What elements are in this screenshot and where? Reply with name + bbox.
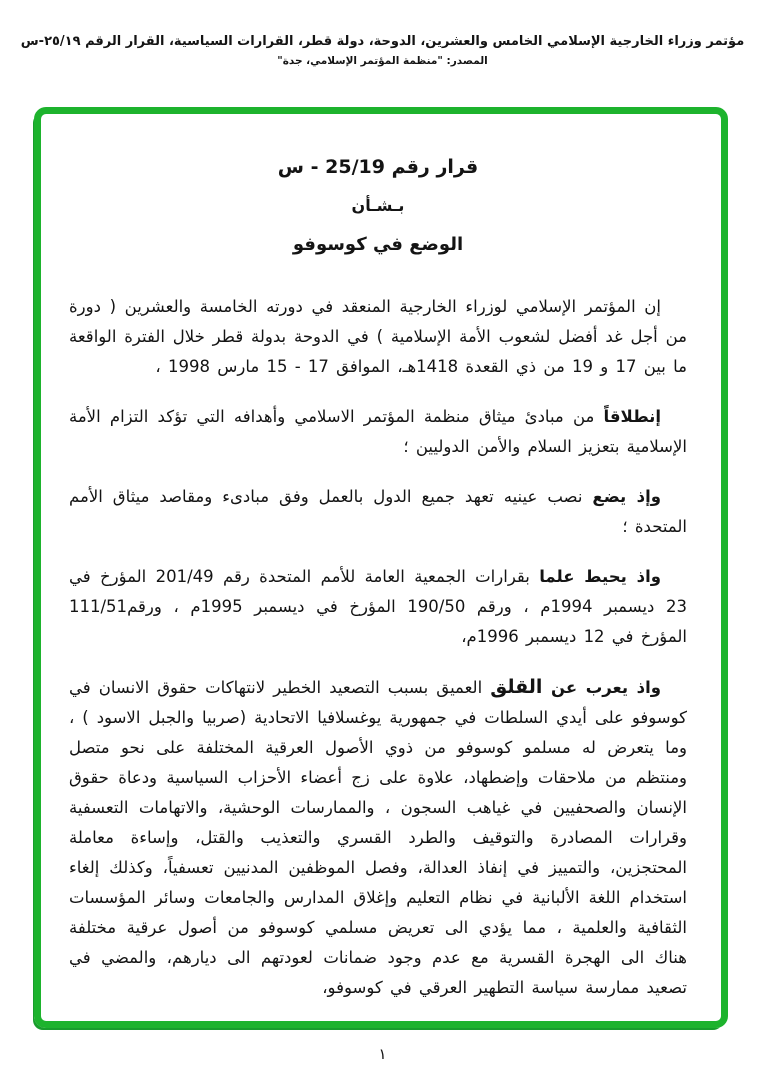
highlight-frame — [34, 107, 728, 1028]
paragraph-lead: واذ يعرب عن — [542, 678, 661, 697]
title-block — [69, 154, 687, 258]
resolution-subject-title: الوضع في كوسوفو — [292, 234, 464, 255]
paragraph-lead-emphasis: القلق — [490, 676, 543, 698]
paragraph-text: من مبادئ ميثاق منظمة المؤتمر الاسلامي وأهدافه التي تؤكد التزام الأمة الإسلامية بتعزيز السلام والأمن الدوليين ؛ — [69, 407, 687, 456]
paragraph-lead: وإذ يضع — [592, 487, 661, 506]
document-header — [0, 34, 765, 67]
resolution-number-title: قرار رقم 25/19 - س — [277, 156, 479, 178]
regarding-label: بـشـأن — [351, 196, 405, 215]
paragraph-text: بقرارات الجمعية العامة للأمم المتحدة رقم 201/49 المؤرخ في 23 ديسمبر 1994م ، ورقم 190/50 المؤرخ في ديسمبر 1995م ، ورقم111/51 المؤرخ في 12 ديسمبر 1996م، — [69, 567, 687, 646]
page-number: ١ — [378, 1045, 387, 1063]
paragraph-text: إن المؤتمر الإسلامي لوزراء الخارجية المنعقد في دورته الخامسة والعشرين ( دورة من أجل غد أفضل لشعوب الأمة الإسلامية ) في الدوحة بدولة قطر خلال الفترة الواقعة ما بين 17 و 19 من ذي القعدة 1418هـ، الموافق ⁦15 - 17⁩ مارس 1998 ، — [69, 297, 687, 376]
paragraph-lead: إنطلاقاً — [603, 407, 661, 426]
preamble-paragraph-5 — [69, 672, 687, 1003]
header-citation-line: مؤتمر وزراء الخارجية الإسلامي الخامس والعشرين، الدوحة، دولة قطر، القرارات السياسية، القرار الرقم ٢٥/١٩-س — [20, 34, 745, 49]
preamble-paragraph-3 — [69, 482, 687, 542]
preamble-paragraph-4 — [69, 562, 687, 652]
paragraph-text: العميق بسبب التصعيد الخطير لانتهاكات حقوق الانسان في كوسوفو على أيدي السلطات في جمهورية يوغسلافيا الاتحادية (صربيا والجبل الاسود ) ، وما يتعرض له مسلمو كوسوفو من ذوي الأصول العرقية المختلفة على نحو متصل ومنتظم من ملاحقات وإضطهاد، علاوة على زج أعضاء الأحزاب السياسية ودعاة حقوق الإنسان والصحفيين في غياهب السجون ، والممارسات الوحشية، والاتهامات التعسفية وقرارات المصادرة والتوقيف والطرد القسري والتعذيب والقتل، وإساءة معاملة المحتجزين، والتمييز في إنفاذ العدالة، وفصل الموظفين المدنيين تعسفياً، وكذلك إلغاء استخدام اللغة الألبانية في نظام التعليم وإغلاق المدارس والجامعات وسائر المؤسسات الثقافية والعلمية ، مما يؤدي الى تعريض مسلمي كوسوفو من أصول عرقية مختلفة هناك الى الهجرة القسرية مع عدم وجود ضمانات لعودتهم الى ديارهم، والمضي في تصعيد ممارسة سياسة التطهير العرقي في كوسوفو، — [69, 678, 687, 997]
document-content — [41, 114, 721, 1021]
preamble-paragraph-2 — [69, 402, 687, 462]
header-source-line: المصدر: "منظمة المؤتمر الإسلامي، جدة" — [277, 55, 488, 67]
paragraph-text: نصب عينيه تعهد جميع الدول بالعمل وفق مبادىء ومقاصد ميثاق الأمم المتحدة ؛ — [69, 487, 687, 536]
preamble-paragraph-1 — [69, 292, 687, 382]
paragraph-lead: واذ يحيط علما — [539, 567, 661, 586]
